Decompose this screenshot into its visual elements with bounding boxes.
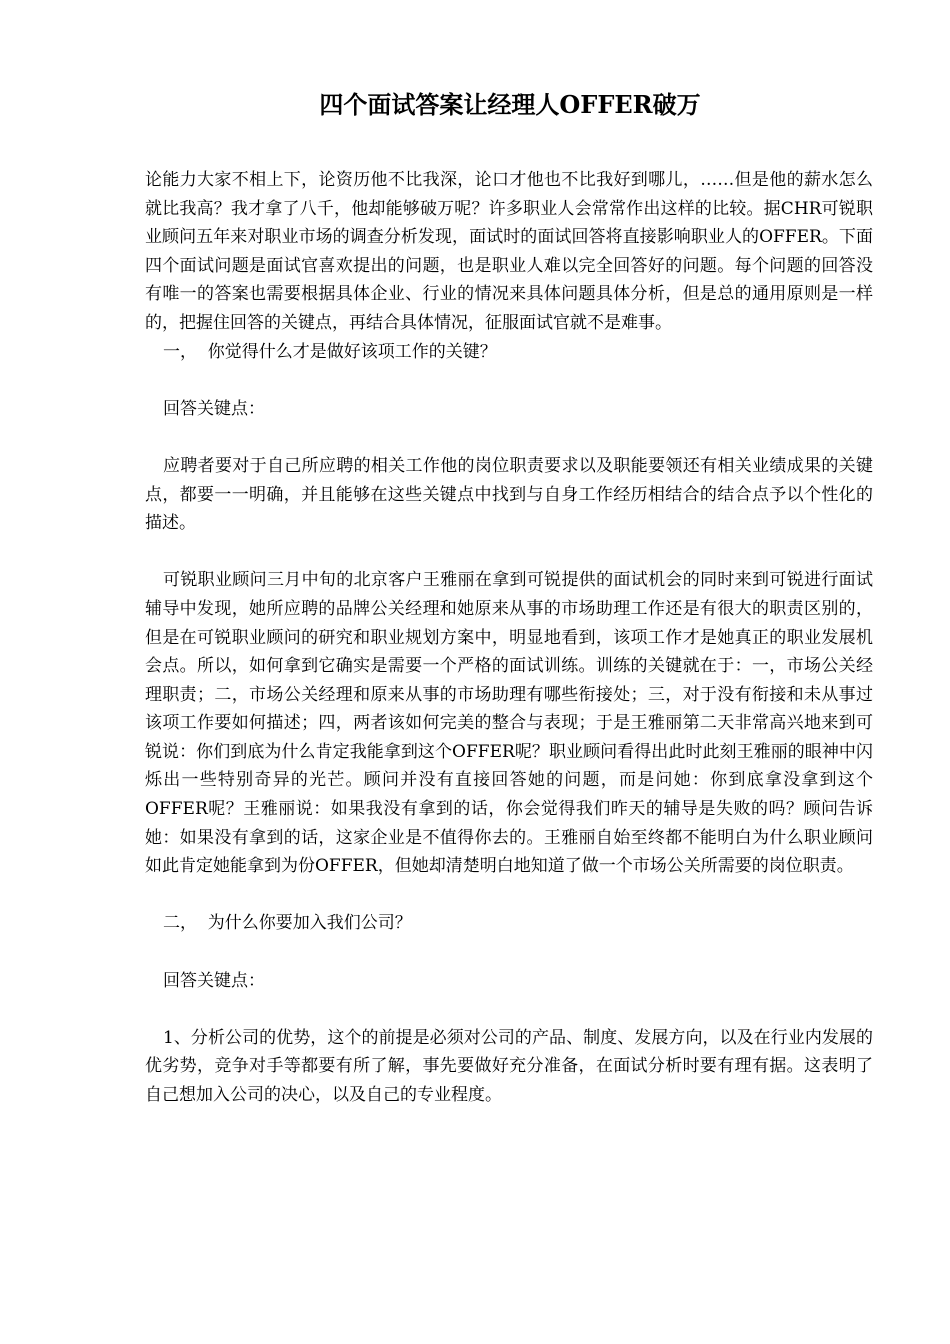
document-title: 四个面试答案让经理人OFFER破万 xyxy=(319,90,701,119)
answer-key-label-1: 回答关键点： xyxy=(163,398,265,419)
answer-key-point-1: 1、分析公司的优势，这个的前提是必须对公司的产品、制度、发展方向，以及在行业内发展的优劣势，竞争对手等都要有所了解，事先要做好充分准备，在面试分析时要有理有据。这表明了自己想加入公司的决心，以及自己的专业程度。 xyxy=(145,1027,873,1105)
answer-key-label-2: 回答关键点： xyxy=(163,970,265,991)
intro-paragraph: 论能力大家不相上下，论资历他不比我深，论口才他也不比我好到哪儿，……但是他的薪水怎么就比我高？我才拿了八千，他却能够破万呢？许多职业人会常常作出这样的比较。据CHR可锐职业顾问五年来对职业市场的调查分析发现，面试时的面试回答将直接影响职业人的OFFER。下面四个面试问题是面试官喜欢提出的问题，也是职业人难以完全回答好的问题。每个问题的回答没有唯一的答案也需要根据具体企业、行业的情况来具体问题具体分析，但是总的通用原则是一样的，把握住回答的关键点，再结合具体情况，征服面试官就不是难事。 xyxy=(145,170,873,333)
document-body xyxy=(145,166,873,1110)
case-story-paragraph: 可锐职业顾问三月中旬的北京客户王雅丽在拿到可锐提供的面试机会的同时来到可锐进行面试辅导中发现，她所应聘的品牌公关经理和她原来从事的市场助理工作还是有很大的职责区别的，但是在可锐职业顾问的研究和职业规划方案中，明显地看到，该项工作才是她真正的职业发展机会点。所以，如何拿到它确实是需要一个严格的面试训练。训练的关键就在于：一，市场公关经理职责；二，市场公关经理和原来从事的市场助理有哪些衔接处；三，对于没有衔接和未从事过该项工作要如何描述；四，两者该如何完美的整合与表现；于是王雅丽第二天非常高兴地来到可锐说：你们到底为什么肯定我能拿到这个OFFER呢？职业顾问看得出此时此刻王雅丽的眼神中闪烁出一些特别奇异的光芒。顾问并没有直接回答她的问题，而是问她：你到底拿没拿到这个OFFER呢？王雅丽说：如果我没有拿到的话，你会觉得我们昨天的辅导是失败的吗？顾问告诉她：如果没有拿到的话，这家企业是不值得你去的。王雅丽自始至终都不能明白为什么职业顾问如此肯定她能拿到为份OFFER，但她却清楚明白地知道了做一个市场公关所需要的岗位职责。 xyxy=(145,570,873,877)
answer-key-paragraph-1: 应聘者要对于自己所应聘的相关工作他的岗位职责要求以及职能要领还有相关业绩成果的关键点，都要一一明确，并且能够在这些关键点中找到与自身工作经历相结合的结合点予以个性化的描述。 xyxy=(145,455,873,534)
question-2-heading: 二， 为什么你要加入我们公司？ xyxy=(163,913,412,934)
question-1-heading: 一， 你觉得什么才是做好该项工作的关键？ xyxy=(163,341,497,362)
